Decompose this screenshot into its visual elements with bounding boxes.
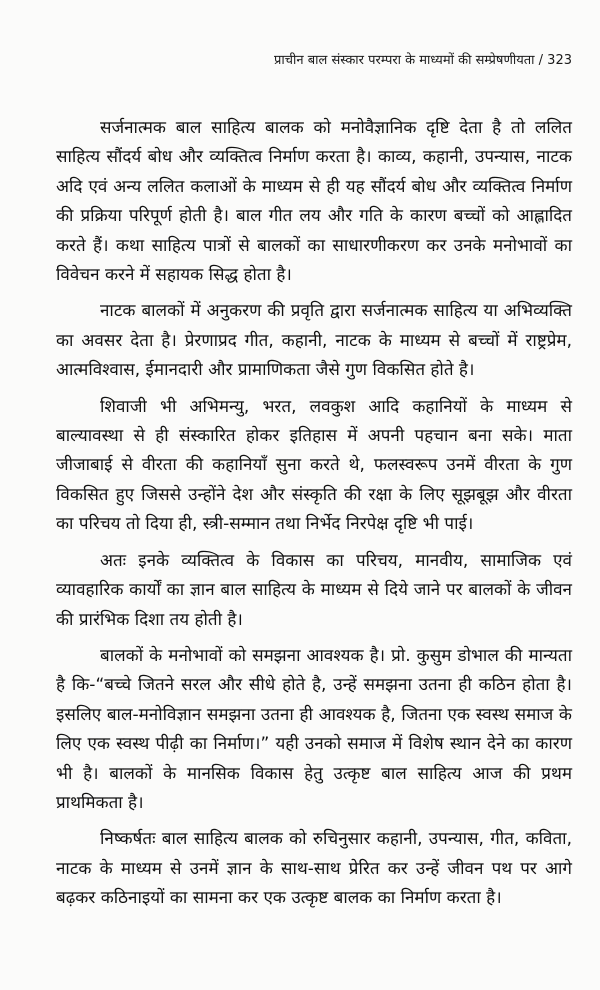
paragraph-shivaji: शिवाजी भी अभिमन्यु, भरत, लवकुश आदि कहानियों के माध्यम से बाल्यावस्था से ही संस्कारित होकर इतिहास में अपनी पहचान बना सके। माता जीजाबाई से वीरता की कहानियाँ सुना करते थे, फलस्वरूप उनमें वीरता के गुण विकसित हुए जिससे उन्होंने देश और संस्कृति की रक्षा के लिए सूझबूझ और वीरता का परिचय तो दिया ही, स्त्री-सम्मान तथा निर्भेद निरपेक्ष दृष्टि भी पाई। (56, 396, 572, 535)
running-header: प्राचीन बाल संस्कार परम्परा के माध्यमों की सम्प्रेषणीयता / 323 (274, 53, 572, 68)
paragraph-drama: नाटक बालकों में अनुकरण की प्रवृति द्वारा सर्जनात्मक साहित्य या अभिव्यक्ति का अवसर देता है। प्रेरणाप्रद गीत, कहानी, नाटक के माध्यम से बच्चों में राष्ट्रप्रेम, आत्मविश्वास, ईमानदारी और प्रामाणिकता जैसे गुण विकसित होते है। (56, 301, 572, 381)
paragraph-conclusion: निष्कर्षतः बाल साहित्य बालक को रुचिनुसार कहानी, उपन्यास, गीत, कविता, नाटक के माध्यम से उनमें ज्ञान के साथ-साथ प्रेरित कर उन्हें जीवन पथ पर आगे बढ़कर कठिनाइयों का सामना कर एक उत्कृष्ट बालक का निर्माण करता है। (56, 829, 572, 909)
body-text (56, 114, 572, 914)
paragraph-personality-development: अतः इनके व्यक्तित्व के विकास का परिचय, मानवीय, सामाजिक एवं व्यावहारिक कार्यों का ज्ञान बाल साहित्य के माध्यम से दिये जाने पर बालकों के जीवन की प्रारंभिक दिशा तय होती है। (56, 550, 572, 630)
paragraph-creative-literature: सर्जनात्मक बाल साहित्य बालक को मनोवैज्ञानिक दृष्टि देता है तो ललित साहित्य सौंदर्य बोध और व्यक्तित्व निर्माण करता है। काव्य, कहानी, उपन्यास, नाटक अदि एवं अन्य ललित कलाओं के माध्यम से ही यह सौंदर्य बोध और व्यक्तित्व निर्माण की प्रक्रिया परिपूर्ण होती है। बाल गीत लय और गति के कारण बच्चों को आह्लादित करते हैं। कथा साहित्य पात्रों से बालकों का साधारणीकरण कर उनके मनोभावों का विवेचन करने में सहायक सिद्ध होता है। (56, 118, 572, 286)
paragraph-child-psychology-quote: बालकों के मनोभावों को समझना आवश्यक है। प्रो. कुसुम डोभाल की मान्यता है कि-“बच्चे जितने सरल और सीधे होते है, उन्हें समझना उतना ही कठिन होता है। इसलिए बाल-मनोविज्ञान समझना उतना ही आवश्यक है, जितना एक स्वस्थ समाज के लिए एक स्वस्थ पीढ़ी का निर्माण।” यही उनको समाज में विशेष स्थान देने का कारण भी है। बालकों के मानसिक विकास हेतु उत्कृष्ट बाल साहित्य आज की प्रथम प्राथमिकता है। (56, 645, 572, 813)
